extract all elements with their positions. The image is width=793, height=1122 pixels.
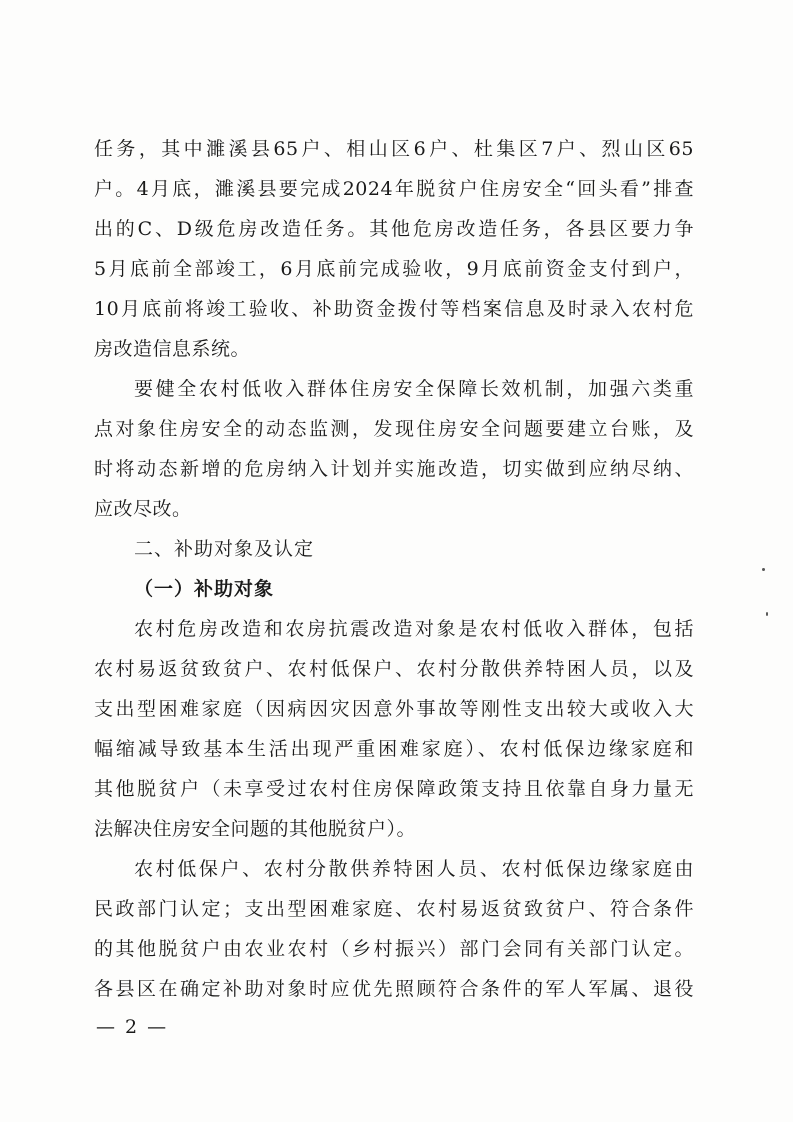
paragraph-line: 要健全农村低收入群体住房安全保障长效机制，加强六类重 xyxy=(134,378,694,400)
paragraph-line: 各县区在确定补助对象时应优先照顾符合条件的军人军属、退役 xyxy=(94,978,694,1000)
paragraph-line: 法解决住房安全问题的其他脱贫户）。 xyxy=(94,818,417,840)
paragraph-line: 5月底前全部竣工，6月底前完成验收，9月底前资金支付到户， xyxy=(94,258,694,280)
section-heading: 二、补助对象及认定 xyxy=(134,538,315,560)
scan-speck xyxy=(762,568,765,571)
paragraph-line: 户。4月底，濉溪县要完成2024年脱贫户住房安全“回头看”排查 xyxy=(94,178,694,200)
paragraph-line: 农村危房改造和农房抗震改造对象是农村低收入群体，包括 xyxy=(134,618,694,640)
paragraph-line: 幅缩减导致基本生活出现严重困难家庭）、农村低保边缘家庭和 xyxy=(94,738,694,760)
page-number: — 2 — xyxy=(96,1016,169,1038)
paragraph-line: 出的C、D级危房改造任务。其他危房改造任务，各县区要力争 xyxy=(94,218,694,240)
paragraph-line: 应改尽改。 xyxy=(94,498,192,520)
paragraph-line: 点对象住房安全的动态监测，发现住房安全问题要建立台账，及 xyxy=(94,418,694,440)
paragraph-line: 农村低保户、农村分散供养特困人员、农村低保边缘家庭由 xyxy=(134,858,694,880)
paragraph-line: 的其他脱贫户由农业农村（乡村振兴）部门会同有关部门认定。 xyxy=(94,938,694,960)
paragraph-line: 支出型困难家庭（因病因灾因意外事故等刚性支出较大或收入大 xyxy=(94,698,694,720)
paragraph-line: 任务，其中濉溪县65户、相山区6户、杜集区7户、烈山区65 xyxy=(94,138,694,160)
subsection-heading: （一）补助对象 xyxy=(134,578,275,600)
paragraph-line: 房改造信息系统。 xyxy=(94,338,251,360)
paragraph-line: 时将动态新增的危房纳入计划并实施改造，切实做到应纳尽纳、 xyxy=(94,458,694,480)
paragraph-line: 其他脱贫户（未享受过农村住房保障政策支持且依靠自身力量无 xyxy=(94,778,694,800)
scan-speck xyxy=(766,612,768,616)
paragraph-line: 10月底前将竣工验收、补助资金拨付等档案信息及时录入农村危 xyxy=(94,298,694,320)
paragraph-line: 民政部门认定；支出型困难家庭、农村易返贫致贫户、符合条件 xyxy=(94,898,694,920)
paragraph-line: 农村易返贫致贫户、农村低保户、农村分散供养特困人员，以及 xyxy=(94,658,694,680)
